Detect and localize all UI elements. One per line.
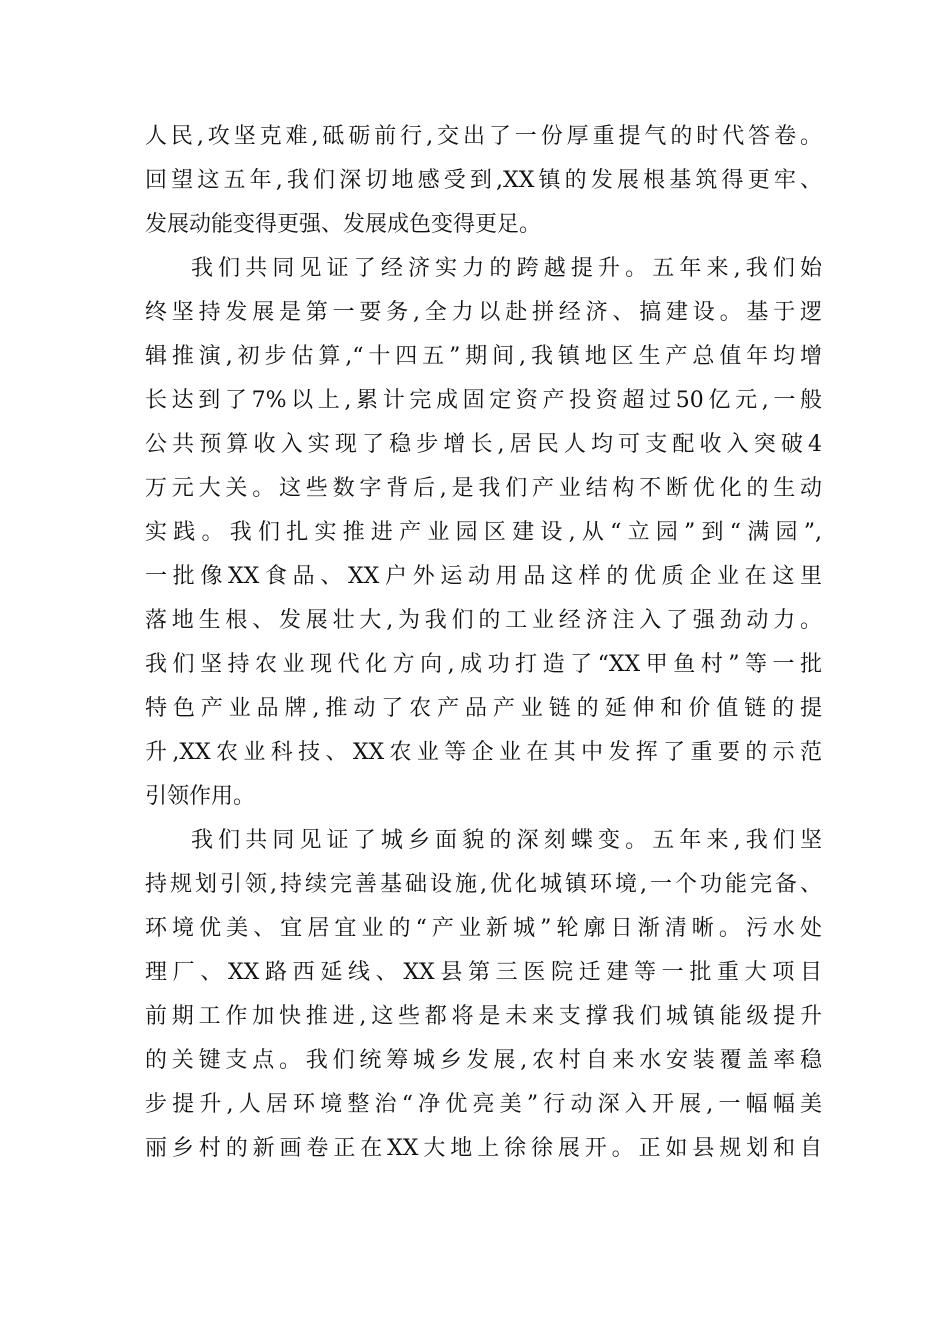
text-line: 理厂、XX路西延线、XX县第三医院迁建等一批重大项目: [145, 960, 822, 985]
text-line: 特色产业品牌,推动了农产品产业链的延伸和价值链的提: [145, 696, 822, 721]
text-line: 发展动能变得更强、发展成色变得更足。: [145, 212, 542, 237]
text-line: 落地生根、发展壮大,为我们的工业经济注入了强劲动力。: [145, 608, 822, 633]
paragraph-3: [145, 819, 822, 1171]
text-line: 长达到了7%以上,累计完成固定资产投资超过50亿元,一般: [145, 388, 822, 413]
text-line: 一批像XX食品、XX户外运动用品这样的优质企业在这里: [145, 564, 822, 589]
text-line: 公共预算收入实现了稳步增长,居民人均可支配收入突破4: [145, 432, 822, 457]
text-line: 终坚持发展是第一要务,全力以赴拼经济、搞建设。基于逻: [145, 300, 822, 325]
text-line: 引领作用。: [145, 784, 256, 809]
text-line: 丽乡村的新画卷正在XX大地上徐徐展开。正如县规划和自: [145, 1136, 822, 1161]
text-line: 步提升,人居环境整治“净优亮美”行动深入开展,一幅幅美: [145, 1092, 822, 1117]
text-line: 辑推演,初步估算,“十四五”期间,我镇地区生产总值年均增: [145, 344, 822, 369]
text-line: 实践。我们扎实推进产业园区建设,从“立园”到“满园”,: [145, 520, 822, 545]
document-page: [145, 115, 822, 1171]
text-line: 我们共同见证了城乡面貌的深刻蝶变。五年来,我们坚: [191, 828, 822, 853]
paragraph-2: [145, 247, 822, 819]
text-line: 的关键支点。我们统筹城乡发展,农村自来水安装覆盖率稳: [145, 1048, 822, 1073]
text-line: 人民,攻坚克难,砥砺前行,交出了一份厚重提气的时代答卷。: [145, 124, 822, 149]
text-line: 环境优美、宜居宜业的“产业新城”轮廓日渐清晰。污水处: [145, 916, 822, 941]
paragraph-1: [145, 115, 822, 247]
text-line: 升,XX农业科技、XX农业等企业在其中发挥了重要的示范: [145, 740, 822, 765]
text-line: 我们共同见证了经济实力的跨越提升。五年来,我们始: [191, 256, 822, 281]
text-line: 我们坚持农业现代化方向,成功打造了“XX甲鱼村”等一批: [145, 652, 822, 677]
text-line: 持规划引领,持续完善基础设施,优化城镇环境,一个功能完备、: [145, 872, 822, 897]
text-line: 前期工作加快推进,这些都将是未来支撑我们城镇能级提升: [145, 1004, 822, 1029]
text-line: 万元大关。这些数字背后,是我们产业结构不断优化的生动: [145, 476, 822, 501]
text-line: 回望这五年,我们深切地感受到,XX镇的发展根基筑得更牢、: [145, 168, 822, 193]
